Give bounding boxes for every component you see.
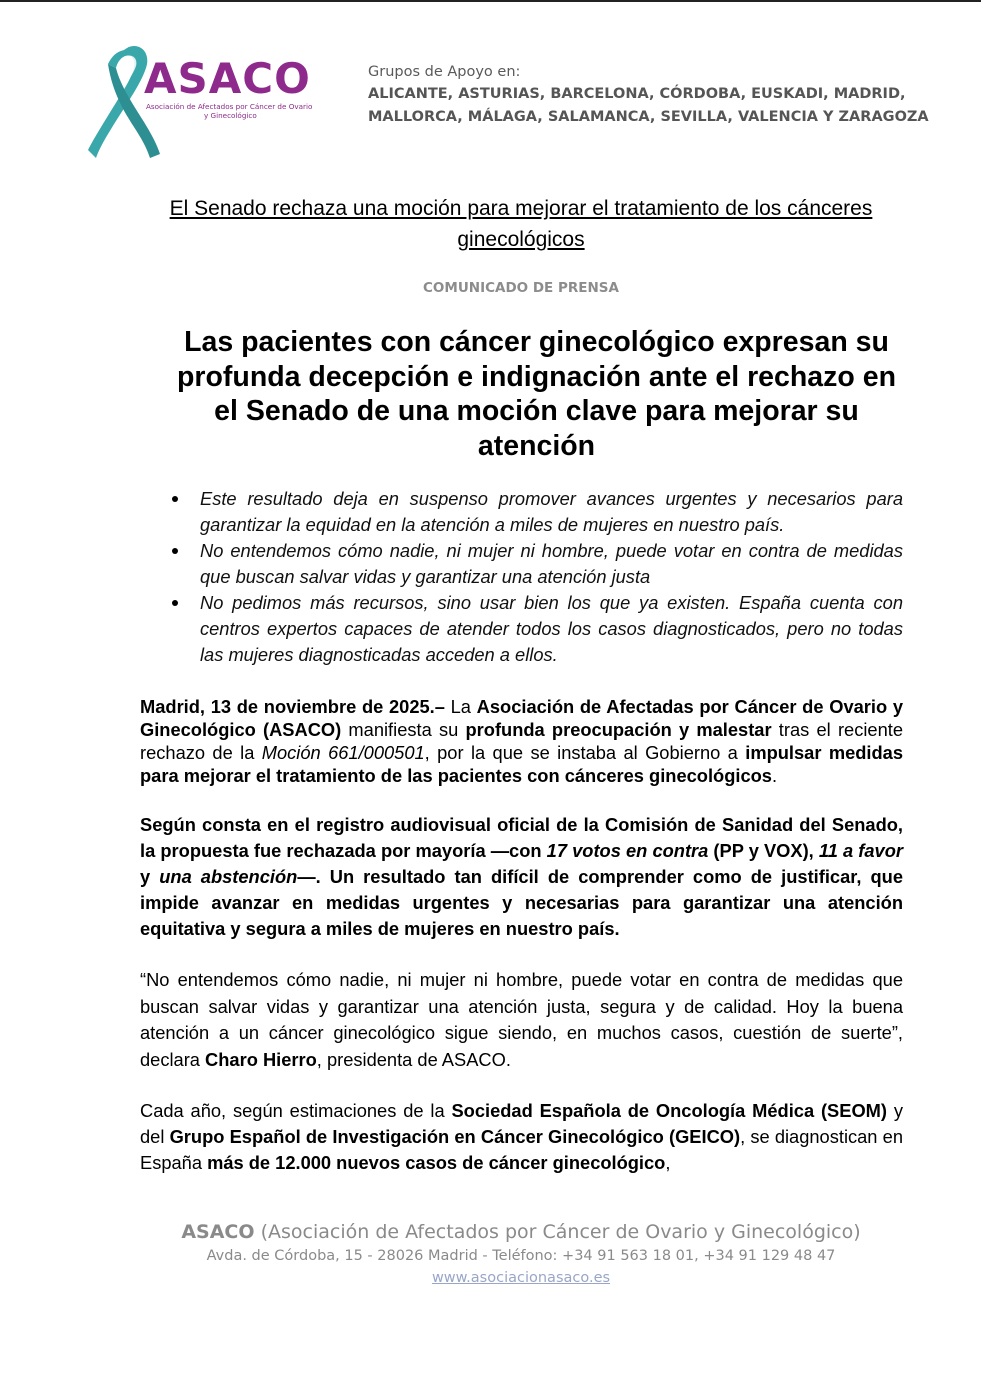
- page-footer: [0, 1219, 981, 1289]
- key-point: Este resultado deja en suspenso promover avances urgentes y necesarios para garantizar la equidad en la atención a miles de mujeres en nuestro país.: [160, 486, 903, 538]
- support-groups: [368, 62, 929, 128]
- document-subtitle: El Senado rechaza una moción para mejorar el tratamiento de los cánceres ginecológicos: [169, 197, 873, 251]
- support-groups-cities-1: ALICANTE, ASTURIAS, BARCELONA, CÓRDOBA, EUSKADI, MADRID,: [368, 86, 906, 102]
- headline: Las pacientes con cáncer ginecológico expresan su profunda decepción e indignación ante el rechazo en el Senado de una moción clave para mejorar su atención: [177, 326, 896, 462]
- key-points-list: [160, 486, 903, 668]
- paragraph-vote: [140, 812, 903, 942]
- text-run-bold: más de 12.000 nuevos casos de cáncer ginecológico: [207, 1152, 666, 1173]
- motion-reference: Moción 661/000501: [261, 742, 425, 763]
- text-run: manifiesta su: [341, 719, 466, 740]
- support-groups-cities-2: MALLORCA, MÁLAGA, SALAMANCA, SEVILLA, VALENCIA Y ZARAGOZA: [368, 109, 929, 125]
- abstention: una abstención: [159, 866, 298, 887]
- text-run: La: [444, 696, 477, 717]
- footer-org-name: (Asociación de Afectados por Cáncer de Ovario y Ginecológico): [254, 1221, 861, 1243]
- text-run: Cada año, según estimaciones de la: [140, 1100, 452, 1121]
- footer-organization: [0, 1219, 981, 1245]
- text-run: , se diagnostican en España: [140, 1126, 903, 1173]
- logo-wordmark: ASACO: [144, 54, 311, 103]
- text-run-bold: Grupo Español de Investigación en Cáncer Ginecológico (GEICO): [169, 1126, 741, 1147]
- text-run-bold: impulsar medidas para mejorar el tratamiento de las pacientes con cánceres ginecológicos: [140, 742, 903, 786]
- text-run: , por la que se instaba al Gobierno a: [424, 742, 746, 763]
- paragraph-quote: [140, 967, 903, 1073]
- votes-for: 11 a favor: [818, 840, 903, 861]
- text-run: y del: [140, 1100, 903, 1147]
- key-point: No pedimos más recursos, sino usar bien los que ya existen. España cuenta con centros expertos capaces de atender todos los casos diagnosticados, pero no todas las mujeres diagnosticadas acceden a ellos.: [160, 590, 903, 668]
- logo-tagline-line1: Asociación de Afectados por Cáncer de Ovario: [146, 102, 313, 111]
- logo-tagline: [146, 102, 326, 120]
- footer-org-acronym: ASACO: [181, 1221, 255, 1243]
- press-release-label: COMUNICADO DE PRENSA: [423, 280, 619, 296]
- support-groups-label: Grupos de Apoyo en:: [368, 64, 521, 80]
- text-run: “No entendemos cómo nadie, ni mujer ni hombre, puede votar en contra de medidas que buscan salvar vidas y garantizar una atención justa, segura y de calidad. Hoy la buena atención a un cáncer ginecológico sigue siendo, en muchos casos, cuestión de suerte”, declara: [140, 969, 903, 1070]
- article-body: [140, 695, 903, 1201]
- text-run: (PP y VOX),: [708, 840, 819, 861]
- text-run: ,: [665, 1152, 671, 1173]
- text-run: tras el reciente rechazo de la: [140, 719, 903, 763]
- votes-against: 17 votos en contra: [546, 840, 709, 861]
- asaco-logo: [86, 42, 326, 162]
- logo-tagline-line2: y Ginecológico: [204, 111, 257, 120]
- footer-website-link[interactable]: www.asociacionasaco.es: [431, 1270, 611, 1286]
- top-border: [0, 0, 981, 2]
- dateline: Madrid, 13 de noviembre de 2025.–: [140, 696, 445, 717]
- text-run: .: [771, 765, 778, 786]
- text-run: y: [140, 866, 160, 887]
- paragraph-intro: [140, 695, 903, 787]
- text-run-bold: Asociación de Afectadas por Cáncer de Ovario y Ginecológico (ASACO): [140, 696, 904, 740]
- text-run-bold: Sociedad Española de Oncología Médica (SEOM): [451, 1100, 887, 1121]
- text-run: Según consta en el registro audiovisual oficial de la Comisión de Sanidad del Senado, la propuesta fue rechazada por mayoría —con: [140, 814, 903, 861]
- key-point: No entendemos cómo nadie, ni mujer ni hombre, puede votar en contra de medidas que buscan salvar vidas y garantizar una atención justa: [160, 538, 903, 590]
- text-run: —. Un resultado tan difícil de comprender como de justificar, que impide avanzar en medidas urgentes y necesarias para garantizar una atención equitativa y segura a miles de mujeres en nuestro país.: [140, 866, 903, 939]
- paragraph-statistics: [140, 1098, 903, 1176]
- text-run: , presidenta de ASACO.: [316, 1048, 511, 1070]
- text-run-bold: profunda preocupación y malestar: [465, 719, 772, 740]
- footer-address: Avda. de Córdoba, 15 - 28026 Madrid - Teléfono: +34 91 563 18 01, +34 91 129 48 47: [206, 1248, 836, 1264]
- speaker-name: Charo Hierro: [205, 1048, 317, 1070]
